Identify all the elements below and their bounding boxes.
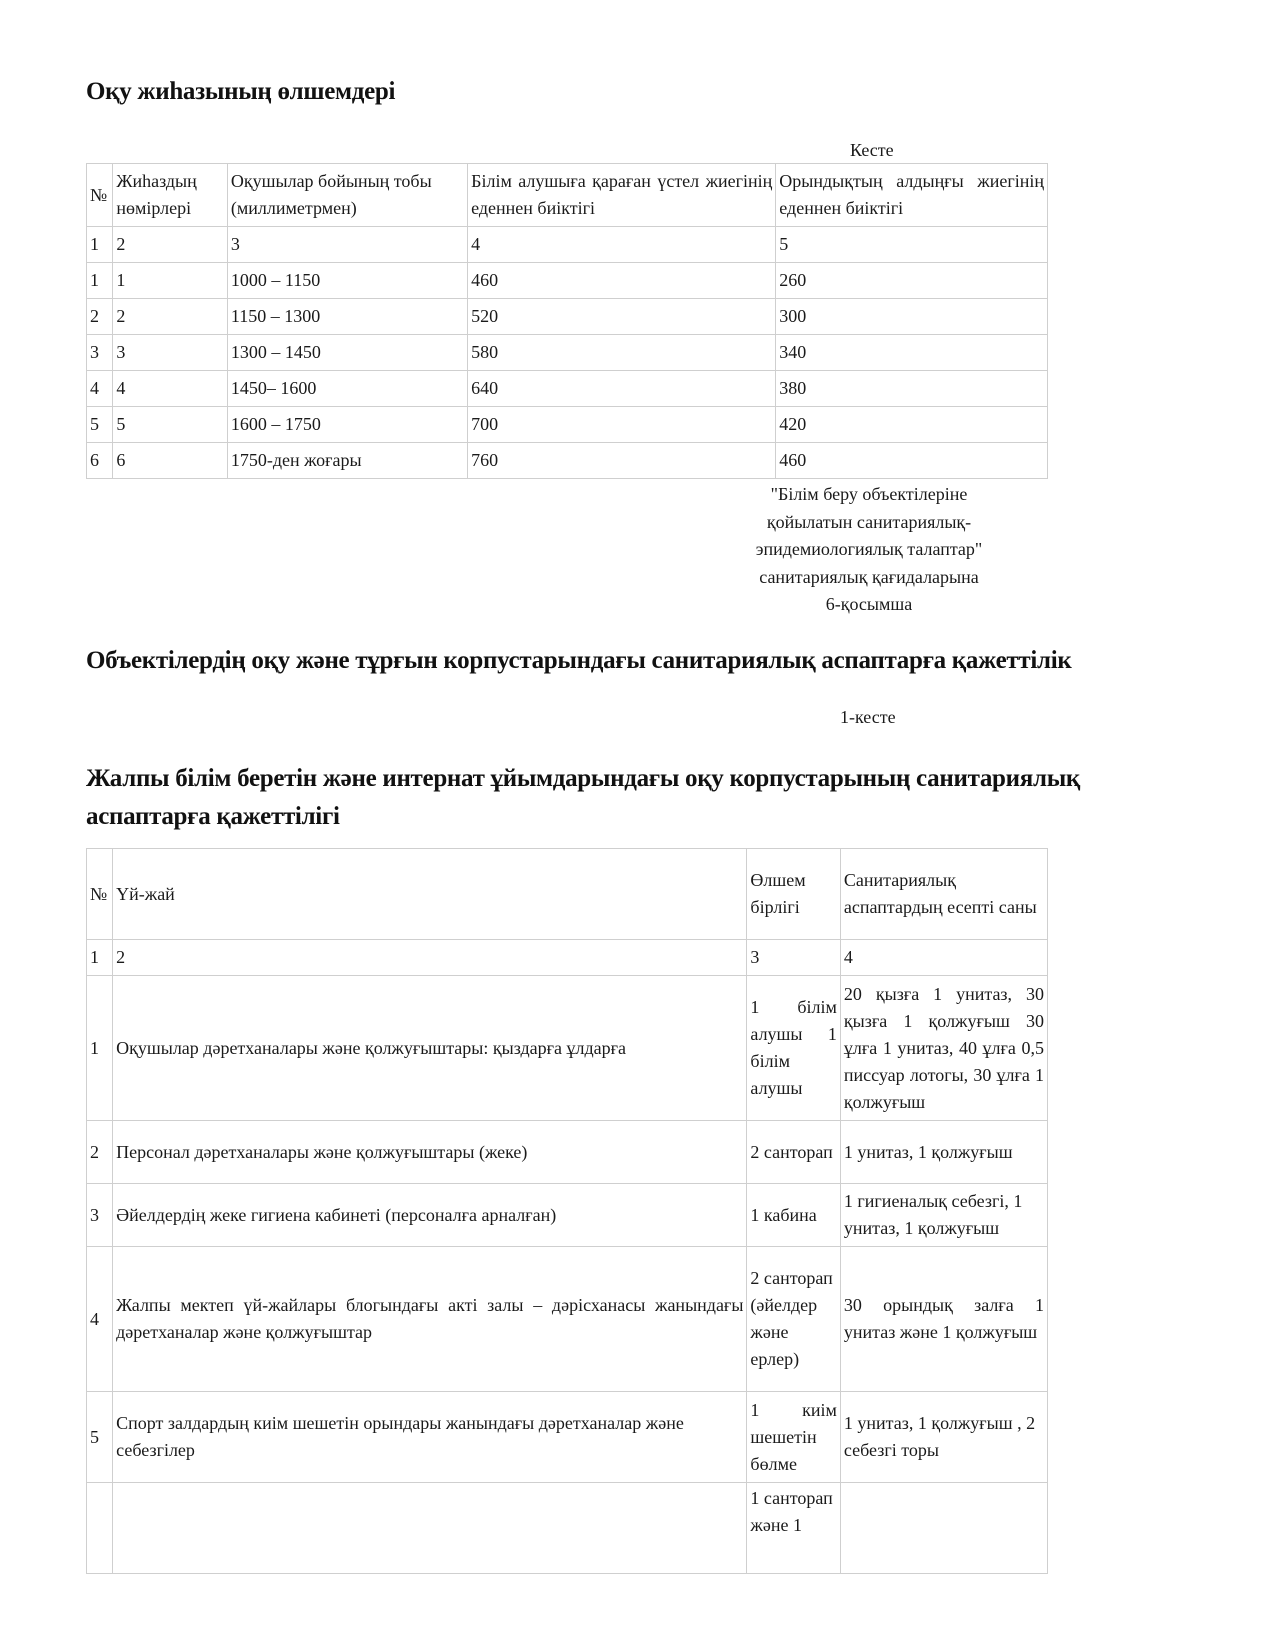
sanitary-fixtures-table (86, 848, 1048, 1574)
table-cell: 1 унитаз, 1 қолжуғыш (840, 1121, 1047, 1184)
table-cell: 1300 – 1450 (227, 335, 467, 371)
table-cell: 2 (113, 299, 228, 335)
table-cell (113, 1483, 747, 1574)
table-row (87, 1483, 1048, 1574)
header-cell: Санитариялық аспаптардың есепті саны (840, 849, 1047, 940)
table-cell: 4 (87, 371, 113, 407)
table-cell: 460 (776, 443, 1048, 479)
table-row (87, 1184, 1048, 1247)
header-cell: Білім алушыға қараған үстел жиегінің еденнен биіктігі (468, 164, 776, 227)
table-row (87, 1392, 1048, 1483)
table-cell: 1 санторап және 1 (747, 1483, 840, 1574)
table-cell: 6 (113, 443, 228, 479)
table-cell: 1 унитаз, 1 қолжуғыш , 2 себезгі торы (840, 1392, 1047, 1483)
table-cell: 4 (113, 371, 228, 407)
heading-furniture-sizes: Оқу жиһазының өлшемдері (86, 78, 396, 105)
table-cell: 300 (776, 299, 1048, 335)
table-header-row (87, 164, 1048, 227)
table-cell: 2 (87, 299, 113, 335)
table-row (87, 1121, 1048, 1184)
table-cell: 4 (468, 227, 776, 263)
table-cell: 5 (87, 1392, 113, 1483)
table-row (87, 443, 1048, 479)
header-cell: Орындықтың алдыңғы жиегінің еденнен биіктігі (776, 164, 1048, 227)
table-cell: 1 (87, 227, 113, 263)
table-row (87, 371, 1048, 407)
table-cell: 1 (113, 263, 228, 299)
table-cell: 3 (227, 227, 467, 263)
table-cell: 20 қызға 1 унитаз, 30 қызға 1 қолжуғыш 30 ұлға 1 унитаз, 40 ұлға 0,5 писсуар лотогы, 30 ұлға 1 қолжуғыш (840, 976, 1047, 1121)
note-line: санитариялық қағидаларына (759, 566, 979, 587)
table-cell: 1600 – 1750 (227, 407, 467, 443)
table-cell: 1 кабина (747, 1184, 840, 1247)
table-cell: Әйелдердің жеке гигиена кабинеті (персоналға арналған) (113, 1184, 747, 1247)
table-cell: 1000 – 1150 (227, 263, 467, 299)
table2-label: 1-кесте (840, 707, 896, 727)
note-line: "Білім беру объектілеріне (770, 484, 968, 504)
table-cell: 460 (468, 263, 776, 299)
table-cell: 640 (468, 371, 776, 407)
table1-label: Кесте (850, 140, 894, 160)
table-row (87, 940, 1048, 976)
table-cell: 1 (87, 976, 113, 1121)
table-cell: 260 (776, 263, 1048, 299)
table-cell: 5 (113, 407, 228, 443)
note-line: қойылатын санитариялық- (766, 511, 972, 532)
header-cell: Жиһаздың нөмірлері (113, 164, 228, 227)
table-cell: 760 (468, 443, 776, 479)
table-cell: 1150 – 1300 (227, 299, 467, 335)
furniture-size-table (86, 163, 1048, 479)
table-row (87, 976, 1048, 1121)
heading-school-sanitary-needs: Жалпы білім беретін және интернат ұйымдарындағы оқу корпустарының санитариялық аспаптарға қажеттілігі (86, 765, 1081, 830)
table-cell: 2 (113, 940, 747, 976)
table-cell: 5 (87, 407, 113, 443)
note-line: эпидемиологиялық талаптар" (755, 539, 983, 559)
header-cell: Үй-жай (113, 849, 747, 940)
table-cell: 340 (776, 335, 1048, 371)
header-cell: № (87, 164, 113, 227)
table-cell: 4 (87, 1247, 113, 1392)
table-cell: 3 (87, 335, 113, 371)
table-cell: 1 (87, 263, 113, 299)
table-cell: 3 (747, 940, 840, 976)
table-cell: 4 (840, 940, 1047, 976)
table-cell: 700 (468, 407, 776, 443)
table-cell: 1 гигиеналық себезгі, 1 унитаз, 1 қолжуғыш (840, 1184, 1047, 1247)
header-cell: Өлшем бірлігі (747, 849, 840, 940)
table-cell: 580 (468, 335, 776, 371)
table-cell: Спорт залдардың киім шешетін орындары жанындағы дәретханалар және себезгілер (113, 1392, 747, 1483)
table-cell: Оқушылар дәретханалары және қолжуғыштары: қыздарға ұлдарға (113, 976, 747, 1121)
header-cell: № (87, 849, 113, 940)
table-cell: 2 (87, 1121, 113, 1184)
header-cell: Оқушылар бойының тобы (миллиметрмен) (227, 164, 467, 227)
table-cell: 380 (776, 371, 1048, 407)
table-cell: 2 санторап (747, 1121, 840, 1184)
table-row (87, 299, 1048, 335)
table-cell: Персонал дәретханалары және қолжуғыштары (жеке) (113, 1121, 747, 1184)
table-cell: 3 (113, 335, 228, 371)
table-row (87, 335, 1048, 371)
table-header-row (87, 849, 1048, 940)
table-cell: 2 санторап (әйелдер және ерлер) (747, 1247, 840, 1392)
table-cell: 1750-ден жоғары (227, 443, 467, 479)
heading-sanitary-needs: Объектілердің оқу және тұрғын корпустарындағы санитариялық аспаптарға қажеттілік (86, 647, 1072, 674)
note-line: 6-қосымша (825, 594, 913, 614)
table-cell: 1 киім шешетін бөлме (747, 1392, 840, 1483)
table-cell: 6 (87, 443, 113, 479)
table-cell (840, 1483, 1047, 1574)
table-cell: Жалпы мектеп үй-жайлары блогындағы акті залы – дәрісханасы жанындағы дәретханалар және қолжуғыштар (113, 1247, 747, 1392)
table-cell: 30 орындық залға 1 унитаз және 1 қолжуғыш (840, 1247, 1047, 1392)
appendix-note (733, 481, 1005, 619)
table-row (87, 263, 1048, 299)
table-cell: 3 (87, 1184, 113, 1247)
table-row (87, 407, 1048, 443)
table-row (87, 1247, 1048, 1392)
table-row (87, 227, 1048, 263)
table-cell (87, 1483, 113, 1574)
table-cell: 420 (776, 407, 1048, 443)
table-cell: 1 (87, 940, 113, 976)
table-cell: 5 (776, 227, 1048, 263)
table-cell: 2 (113, 227, 228, 263)
table-cell: 1450– 1600 (227, 371, 467, 407)
table-cell: 520 (468, 299, 776, 335)
table-cell: 1 білім алушы 1 білім алушы (747, 976, 840, 1121)
